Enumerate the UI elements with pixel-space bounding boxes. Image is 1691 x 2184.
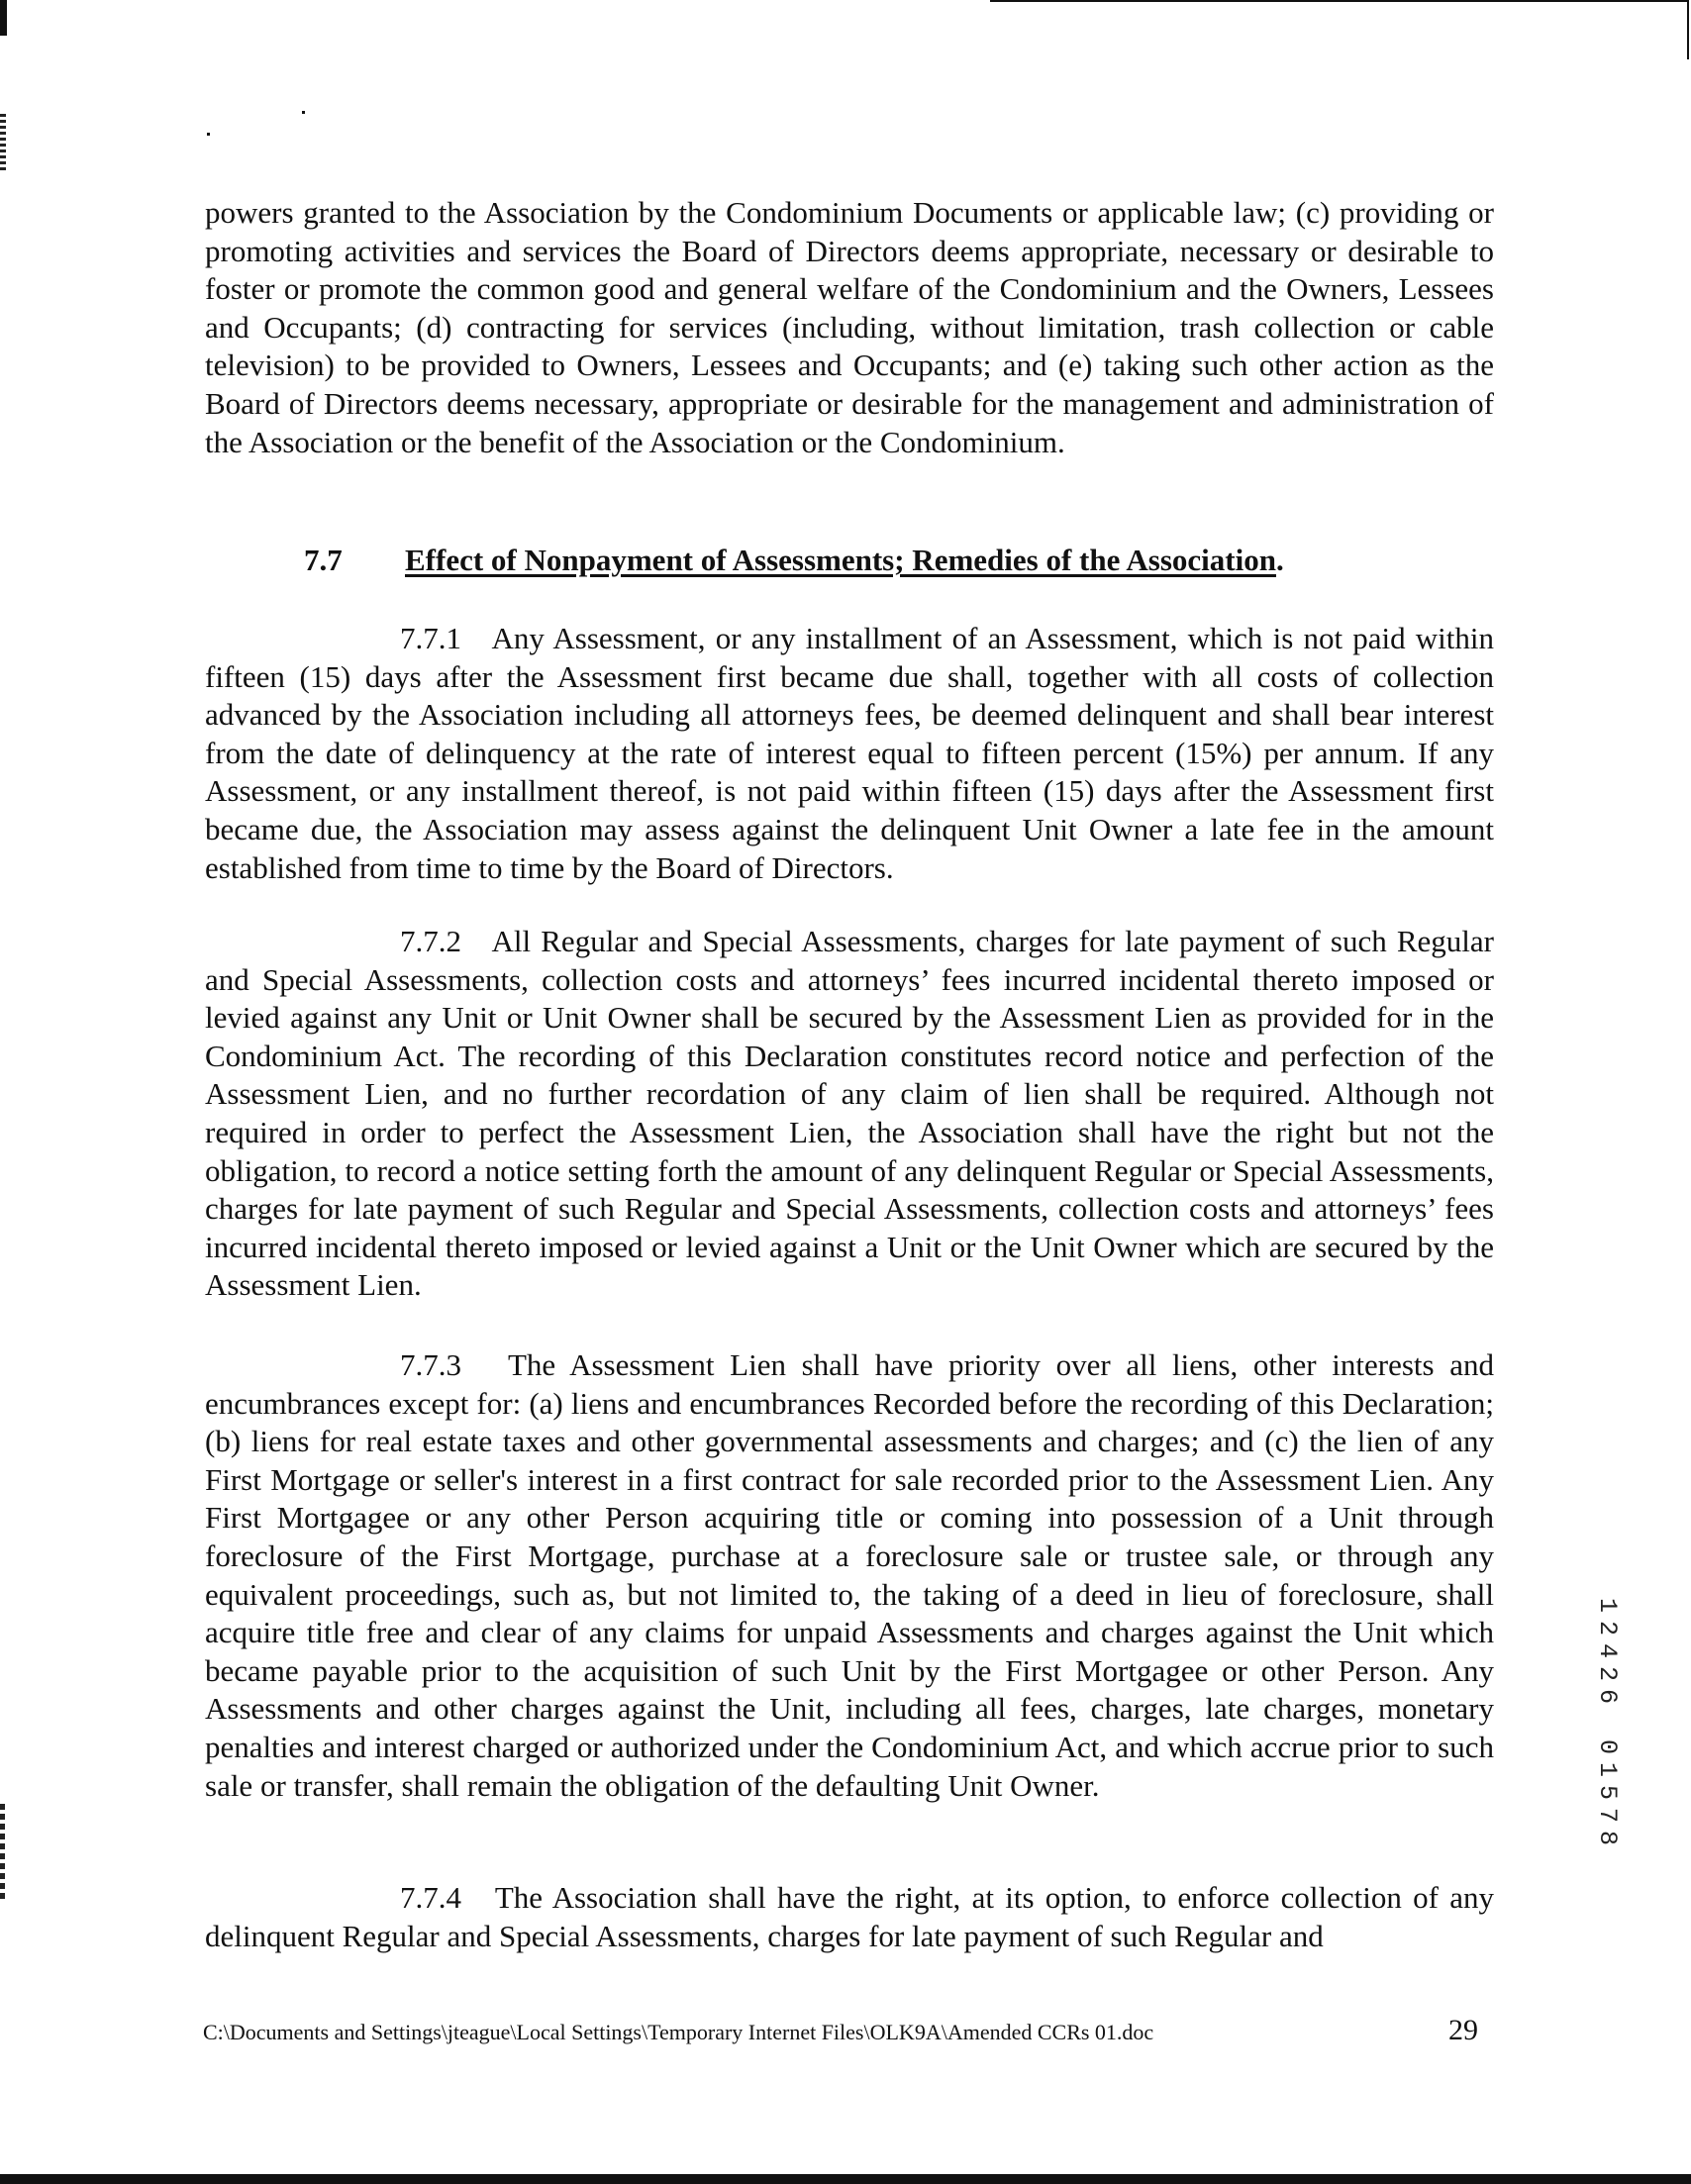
section-number: 7.7 <box>304 543 343 577</box>
section-heading <box>304 543 1284 578</box>
stamp-digit: 1 <box>1593 1597 1623 1614</box>
scan-edge-top <box>990 0 1688 2</box>
subsection-number: 7.7.1 <box>400 621 461 655</box>
subsection-text: Any Assessment, or any installment of an Assessment, which is not paid within fifteen (15) days after the Assessment first became due shall, together with all costs of collection advanced by the Association including all attorneys fees, be deemed delinquent and shall bear interest from the date of delinquency at the rate of interest equal to fifteen percent (15%) per annum. If any Assessment, or any installment thereof, is not paid within fifteen (15) days after the Assessment first became due, the Association may assess against the delinquent Unit Owner a late fee in the amount established from time to time by the Board of Directors. <box>205 621 1495 885</box>
stamp-digit: 2 <box>1593 1665 1623 1682</box>
stamp-digit: 7 <box>1593 1807 1623 1824</box>
scan-speck <box>207 133 210 136</box>
subsection-number: 7.7.4 <box>400 1880 461 1915</box>
page-number: 29 <box>1448 2014 1478 2046</box>
subsection-7-7-4 <box>205 1879 1494 1955</box>
recording-stamp <box>1593 1594 1623 1849</box>
scan-edge-bottom <box>0 2174 1691 2184</box>
scan-edge-left <box>0 0 7 36</box>
intro-paragraph: powers granted to the Association by the Condominium Documents or applicable law; (c) providing or promoting activities and services the Board of Directors deems appropriate, necessary or desirable to foster or promote the common good and general welfare of the Condominium and the Owners, Lessees and Occupants; (d) contracting for services (including, without limitation, trash collection or cable television) to be provided to Owners, Lessees and Occupants; and (e) taking such other action as the Board of Directors deems necessary, appropriate or desirable for the management and administration of the Association or the benefit of the Association or the Condominium. <box>205 195 1494 459</box>
stamp-digit: 0 <box>1593 1738 1623 1755</box>
subsection-7-7-3 <box>205 1346 1494 1805</box>
subsection-text: The Assessment Lien shall have priority over all liens, other interests and encumbrances except for: (a) liens and encumbrances Recorded before the recording of this Declaration; (b) liens for real estate taxes and other governmental assessments and charges; and (c) the lien of any First Mortgage or seller's interest in a first contract for sale recorded prior to the Assessment Lien. Any First Mortgagee or any other Person acquiring title or coming into possession of a Unit through foreclosure of the First Mortgage, purchase at a foreclosure sale or trustee sale, or through any equivalent proceedings, such as, but not limited to, the taking of a deed in lieu of foreclosure, shall acquire title free and clear of any claims for unpaid Assessments and charges against the Unit which became payable prior to the acquisition of such Unit by the First Mortgagee or other Person. Any Assessments and other charges against the Unit, including all fees, charges, late charges, monetary penalties and interest charged or authorized under the Condominium Act, and which accrue prior to such sale or transfer, shall remain the obligation of the defaulting Unit Owner. <box>205 1347 1494 1803</box>
subsection-text: The Association shall have the right, at its option, to enforce collection of any delinquent Regular and Special Assessments, charges for late payment of such Regular and <box>205 1880 1494 1953</box>
scan-speck <box>302 111 305 114</box>
scan-edge-left-marks-lower <box>0 1804 5 1903</box>
section-title-period: . <box>1275 543 1284 577</box>
stamp-digit: 1 <box>1593 1761 1623 1778</box>
section-title: Effect of Nonpayment of Assessments; Remedies of the Association <box>405 543 1276 577</box>
scan-edge-left-marks <box>0 114 6 173</box>
stamp-digit: 5 <box>1593 1784 1623 1801</box>
subsection-text: All Regular and Special Assessments, charges for late payment of such Regular and Special Assessments, collection costs and attorneys’ fees incurred incidental thereto imposed or levied against any Unit or Unit Owner shall be secured by the Assessment Lien as provided for in the Condominium Act. The recording of this Declaration constitutes record notice and perfection of the Assessment Lien, and no further recordation of any claim of lien shall be required. Although not required in order to perfect the Assessment Lien, the Association shall have the right but not the obligation, to record a notice setting forth the amount of any delinquent Regular or Special Assessments, charges for late payment of such Regular and Special Assessments, collection costs and attorneys’ fees incurred incidental thereto imposed or levied against a Unit or the Unit Owner which are secured by the Assessment Lien. <box>205 924 1494 1303</box>
scan-edge-right <box>1687 0 1689 59</box>
footer-file-path: C:\Documents and Settings\jteague\Local Settings\Temporary Internet Files\OLK9A\Amended CCRs 01.doc <box>203 2020 1154 2044</box>
subsection-number: 7.7.3 <box>400 1347 461 1382</box>
stamp-digit: 6 <box>1593 1688 1623 1705</box>
stamp-digit: 4 <box>1593 1642 1623 1659</box>
stamp-digit: 8 <box>1593 1830 1623 1846</box>
subsection-7-7-2 <box>205 923 1494 1305</box>
subsection-7-7-1 <box>205 620 1494 887</box>
subsection-number: 7.7.2 <box>400 924 461 958</box>
stamp-digit: 2 <box>1593 1620 1623 1637</box>
